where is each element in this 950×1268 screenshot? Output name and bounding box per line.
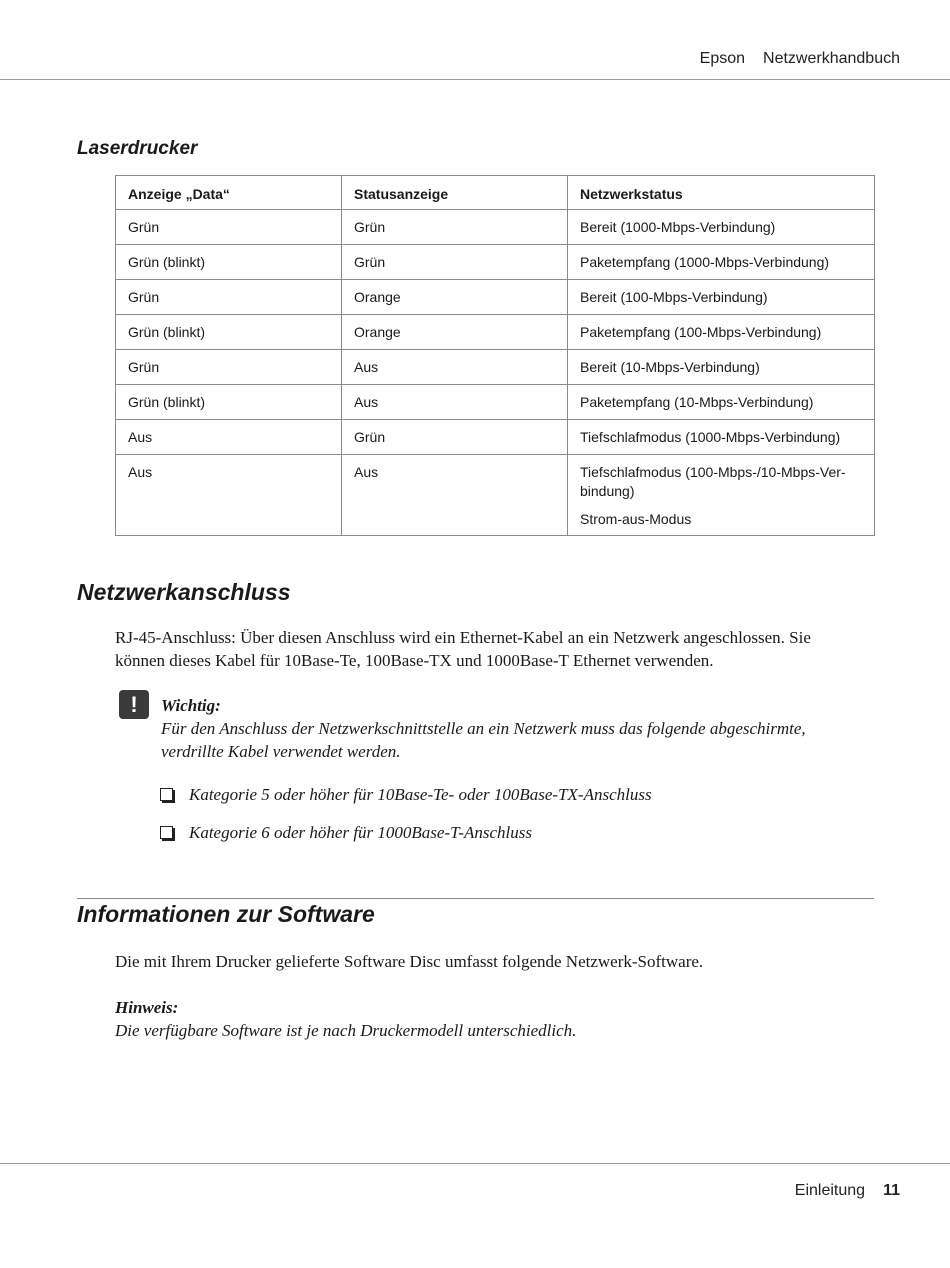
network-paragraph-line-1: RJ-45-Anschluss: Über diesen Anschluss wird ein Ethernet-Kabel an ein Netzwerk angeschlossen. Sie bbox=[115, 628, 811, 647]
hint-note bbox=[115, 996, 885, 1042]
list-item-text: Kategorie 5 oder höher für 10Base-Te- oder 100Base-TX-Anschluss bbox=[189, 785, 652, 804]
cell-network-text-b: bindung) bbox=[580, 483, 635, 499]
list-item bbox=[160, 783, 652, 806]
network-heading: Netzwerkanschluss bbox=[77, 579, 291, 605]
table-row bbox=[116, 350, 875, 385]
table-row bbox=[116, 280, 875, 315]
table-row bbox=[116, 245, 875, 280]
important-label: Wichtig: bbox=[161, 696, 221, 715]
hint-text: Die verfügbare Software ist je nach Druckermodell unterschiedlich. bbox=[115, 1021, 577, 1040]
cell-data: Grün (blinkt) bbox=[116, 245, 342, 280]
cell-data: Grün bbox=[116, 350, 342, 385]
important-note bbox=[161, 694, 881, 763]
footer-chapter: Einleitung bbox=[794, 1182, 866, 1199]
column-header-data: Anzeige „Data“ bbox=[116, 176, 342, 210]
cell-status: Aus bbox=[342, 350, 568, 385]
column-header-status: Statusanzeige bbox=[342, 176, 568, 210]
cell-data: Grün (blinkt) bbox=[116, 315, 342, 350]
cell-status: Grün bbox=[342, 245, 568, 280]
header-brand: Epson bbox=[699, 50, 746, 67]
cell-network bbox=[568, 455, 875, 536]
cell-data: Aus bbox=[116, 455, 342, 536]
cell-status: Orange bbox=[342, 280, 568, 315]
network-paragraph-line-2: können dieses Kabel für 10Base-Te, 100Base-TX und 1000Base-T Ethernet verwenden. bbox=[115, 651, 714, 670]
table-row bbox=[116, 455, 875, 536]
footer-rule bbox=[0, 1163, 950, 1164]
important-text-line-1: Für den Anschluss der Netzwerkschnittstelle an ein Netzwerk muss das folgende abgeschirmte, bbox=[161, 719, 806, 738]
cell-network: Paketempfang (10-Mbps-Verbindung) bbox=[568, 385, 875, 420]
table-row bbox=[116, 315, 875, 350]
important-text-line-2: verdrillte Kabel verwendet werden. bbox=[161, 742, 401, 761]
hint-label: Hinweis: bbox=[115, 998, 179, 1017]
table-row bbox=[116, 210, 875, 245]
status-table bbox=[115, 175, 875, 536]
cell-data: Grün bbox=[116, 280, 342, 315]
network-paragraph bbox=[115, 626, 885, 672]
software-paragraph: Die mit Ihrem Drucker gelieferte Software Disc umfasst folgende Netzwerk-Software. bbox=[115, 952, 704, 971]
cell-network: Bereit (1000-Mbps-Verbindung) bbox=[568, 210, 875, 245]
cell-status: Grün bbox=[342, 210, 568, 245]
cell-network: Bereit (100-Mbps-Verbindung) bbox=[568, 280, 875, 315]
exclamation-icon: ! bbox=[119, 690, 149, 719]
page-header bbox=[700, 50, 900, 68]
header-rule bbox=[0, 79, 950, 80]
list-item bbox=[160, 821, 532, 844]
column-header-network: Netzwerkstatus bbox=[568, 176, 875, 210]
cell-network-line-2: Strom-aus-Modus bbox=[580, 511, 692, 527]
cell-data: Aus bbox=[116, 420, 342, 455]
table-header-row bbox=[116, 176, 875, 210]
software-heading: Informationen zur Software bbox=[77, 901, 375, 927]
page-number: 11 bbox=[883, 1182, 900, 1199]
page-footer bbox=[795, 1182, 900, 1200]
cell-status: Aus bbox=[342, 455, 568, 536]
checkbox-bullet-icon bbox=[160, 788, 173, 801]
table-row bbox=[116, 420, 875, 455]
laser-heading: Laserdrucker bbox=[77, 138, 198, 159]
header-title: Netzwerkhandbuch bbox=[763, 50, 900, 67]
cell-status: Orange bbox=[342, 315, 568, 350]
section-rule bbox=[77, 898, 874, 899]
cell-network: Paketempfang (1000-Mbps-Verbindung) bbox=[568, 245, 875, 280]
cell-network: Paketempfang (100-Mbps-Verbindung) bbox=[568, 315, 875, 350]
table-row bbox=[116, 385, 875, 420]
list-item-text: Kategorie 6 oder höher für 1000Base-T-Anschluss bbox=[189, 823, 532, 842]
cell-network-line bbox=[580, 463, 862, 501]
cell-status: Grün bbox=[342, 420, 568, 455]
cell-network: Tiefschlafmodus (1000-Mbps-Verbindung) bbox=[568, 420, 875, 455]
cell-network-text-a: Tiefschlafmodus (100-Mbps-/10-Mbps-Ver- bbox=[580, 464, 846, 480]
cell-status: Aus bbox=[342, 385, 568, 420]
cell-network: Bereit (10-Mbps-Verbindung) bbox=[568, 350, 875, 385]
cell-data: Grün bbox=[116, 210, 342, 245]
checkbox-bullet-icon bbox=[160, 826, 173, 839]
cell-data: Grün (blinkt) bbox=[116, 385, 342, 420]
